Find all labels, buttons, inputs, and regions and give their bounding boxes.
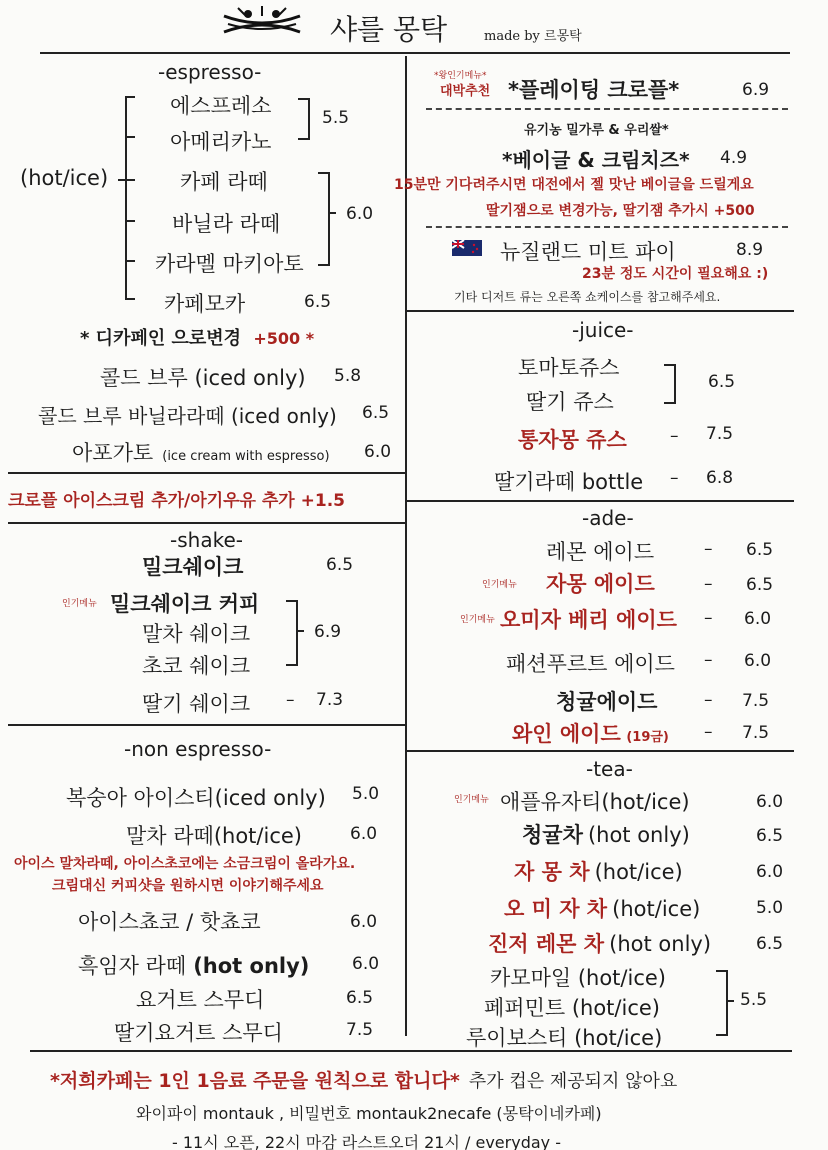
popular-badge: 인기메뉴 [460,615,495,625]
menu-item-matcha-shake: 말차 쉐이크 [142,622,251,646]
menu-item-peach-tea: 복숭아 아이스티(iced only) [66,786,326,810]
price-shake-group: 6.9 [314,622,342,642]
dash: – [670,468,679,488]
wifi-info: 와이파이 montauk , 비밀번호 montauk2necafe (몽탁이네카페) [136,1104,602,1123]
menu-item-matcha-latte: 말차 라떼(hot/ice) [126,824,302,848]
menu-item-lemon-ade: 레몬 에이드 [546,540,655,564]
price-bracket [286,600,298,666]
menu-item-tomato-juice: 토마토쥬스 [518,356,620,380]
price-yogurt: 6.5 [346,988,374,1008]
menu-item-choco: 아이스쵸코 / 핫쵸코 [78,910,261,934]
shake-heading: -shake- [170,528,243,552]
price-tangerine-ade: 7.5 [742,691,770,711]
price-strawberry-shake: 7.3 [316,690,344,710]
ade-heading: -ade- [582,506,634,530]
matcha-note-1: 아이스 말차라떼, 아이스초코에는 소금크림이 올라가요. [14,856,356,872]
menu-item-ginger-lemon-tea: 진저 레몬 차 (hot only) [488,932,712,956]
espresso-bracket [125,96,135,300]
popular-badge: 인기메뉴 [482,580,517,590]
popular-badge: 인기메뉴 [454,795,489,805]
price-group1: 5.5 [322,108,350,128]
policy-note: *저희카페는 1인 1음료 주문을 원칙으로 합니다* 추가 컵은 제공되지 않아요 [50,1070,678,1092]
price-passion-ade: 6.0 [744,651,772,671]
menu-item-vanilla-latte: 바닐라 라떼 [172,212,281,236]
price-mocha: 6.5 [304,292,332,312]
plating-recommend: 대박추천 [440,84,491,99]
temp-note: (hot/ice) [594,860,683,884]
menu-item-passion-ade: 패션푸르트 에이드 [506,652,675,676]
section-divider [8,472,406,474]
menu-item-chamomile: 카모마일 (hot/ice) [490,966,666,990]
menu-item-strawberry-bottle: 딸기라떼 bottle [494,470,644,494]
dash: – [286,690,295,710]
affogato-note: (ice cream with espresso) [162,449,330,464]
menu-item-cafe-latte: 카페 라떼 [180,170,268,194]
decaf-price: +500 * [253,329,315,348]
hot-only-note: (hot only) [609,932,712,956]
menu-item-grapefruit-tea: 자 몽 차 (hot/ice) [514,860,683,884]
dashed-divider [426,108,788,110]
price-bracket [318,172,330,266]
menu-item-yogurt: 요거트 스무디 [136,988,265,1012]
price-milkshake: 6.5 [326,555,354,575]
price-matcha-latte: 6.0 [350,824,378,844]
dash: – [704,574,713,594]
dash: – [704,650,713,670]
section-divider [406,500,794,502]
price-plating-croffle: 6.9 [742,80,770,100]
section-divider [406,750,794,752]
hot-only-note: (hot only) [193,954,310,978]
price-group2: 6.0 [346,204,374,224]
price-affogato: 6.0 [364,442,392,462]
price-choco: 6.0 [350,912,378,932]
price-grapefruit-juice: 7.5 [706,424,734,444]
menu-item-wine-ade: 와인 에이드 (19금) [512,722,669,746]
dash: – [670,426,679,446]
menu-item-americano: 아메리카노 [170,130,272,154]
menu-item-strawberry-shake: 딸기 쉐이크 [142,692,251,716]
dash: – [704,539,713,559]
footer-divider [30,1050,792,1052]
bagel-note: 15분만 기다려주시면 대전에서 젤 맛난 베이글을 드릴게요 [394,177,754,193]
meat-pie-note: 23분 정도 시간이 필요해요 :) [582,266,769,282]
menu-item-meat-pie: 뉴질랜드 미트 파이 [500,240,676,264]
dash: – [704,608,713,628]
price-lemon-ade: 6.5 [746,540,774,560]
croffle-addon: 크로플 아이스크림 추가/아기우유 추가 +1.5 [8,491,345,511]
dash: – [704,722,713,742]
menu-item-caramel-macchiato: 카라멜 마키아토 [155,252,304,276]
page-title: 샤를 몽탁 [330,13,448,46]
menu-item-cold-brew: 콜드 브루 (iced only) [100,366,306,390]
menu-item-omija-tea: 오 미 자 차 (hot/ice) [504,897,701,921]
menu-item-apple-yuzu: 애플유자티(hot/ice) [500,790,690,814]
price-ginger-lemon-tea: 6.5 [756,934,784,954]
menu-item-tangerine-tea: 청귤차 (hot only) [522,823,690,847]
showcase-note: 기타 디저트 류는 오른쪽 쇼케이스를 참고해주세요. [454,290,721,304]
section-divider [406,310,794,312]
price-bagel: 4.9 [720,148,748,168]
menu-item-grapefruit-juice: 통자몽 쥬스 [518,428,627,452]
made-by-label: made by 르몽탁 [484,29,582,44]
bagel-jam-note: 딸기잼으로 변경가능, 딸기잼 추가시 +500 [486,203,755,219]
menu-item-choco-shake: 초코 쉐이크 [142,654,251,678]
menu-item-affogato: 아포가토 (ice cream with espresso) [72,441,330,465]
non-espresso-heading: -non espresso- [124,737,272,761]
menu-item-rooibos: 루이보스티 (hot/ice) [466,1026,663,1050]
price-omija-ade: 6.0 [744,609,772,629]
header-divider [40,52,790,54]
matcha-note-2: 크림대신 커피샷을 원하시면 이야기해주세요 [52,878,324,894]
menu-item-espresso: 에스프레소 [170,94,272,118]
menu-item-cafe-mocha: 카페모카 [164,292,246,316]
age-note: (19금) [626,730,669,745]
menu-item-milkshake: 밀크쉐이크 [142,555,244,579]
menu-item-strawberry-yogurt: 딸기요거트 스무디 [114,1021,283,1045]
temp-note: (hot/ice) [612,897,701,921]
menu-item-strawberry-juice: 딸기 쥬스 [526,390,614,414]
price-grapefruit-ade: 6.5 [746,575,774,595]
menu-item-peppermint: 페퍼민트 (hot/ice) [484,996,660,1020]
logo-icon [220,4,304,44]
menu-item-grapefruit-ade: 자몽 에이드 [546,572,655,596]
dash: – [704,690,713,710]
tea-heading: -tea- [586,757,633,781]
price-tangerine-tea: 6.5 [756,826,784,846]
espresso-heading: -espresso- [158,60,262,84]
price-meat-pie: 8.9 [736,240,764,260]
price-omija-tea: 5.0 [756,898,784,918]
juice-heading: -juice- [572,318,634,342]
price-bracket [664,364,676,404]
price-apple-yuzu: 6.0 [756,792,784,812]
price-grapefruit-tea: 6.0 [756,862,784,882]
menu-item-coffee-shake: 밀크쉐이크 커피 [110,592,260,616]
menu-item-plating-croffle: *플레이팅 크로플* [508,78,680,102]
temp-label: (hot/ice) [20,166,109,190]
menu-item-cold-brew-vanilla: 콜드 브루 바닐라라떼 (iced only) [38,404,337,428]
section-divider [8,522,406,524]
price-bracket [298,98,310,140]
menu-item-tangerine-ade: 청귤에이드 [556,690,658,714]
opening-hours: - 11시 오픈, 22시 마감 라스트오더 21시 / everyday - [172,1133,561,1150]
price-peach-tea: 5.0 [352,784,380,804]
popular-badge: 인기메뉴 [62,599,97,609]
menu-item-black-sesame: 흑임자 라떼 (hot only) [78,954,310,978]
price-cold-brew: 5.8 [334,366,362,386]
price-strawberry-yogurt: 7.5 [346,1020,374,1040]
column-divider [405,56,407,1036]
price-black-sesame: 6.0 [352,954,380,974]
section-divider [8,724,406,726]
decaf-note [80,324,314,350]
hot-only-note: (hot only) [587,823,690,847]
price-strawberry-bottle: 6.8 [706,468,734,488]
menu-item-bagel: *베이글 & 크림치즈* [502,148,690,172]
cup-note: 추가 컵은 제공되지 않아요 [468,1071,678,1092]
price-tea-group: 5.5 [740,990,768,1010]
dashed-divider [426,226,788,228]
organic-note: 유기농 밀가루 & 우리쌀* [524,123,669,138]
price-wine-ade: 7.5 [742,723,770,743]
decaf-text: * 디카페인 으로변경 [80,328,242,349]
price-juice-group: 6.5 [708,372,736,392]
menu-item-omija-ade: 오미자 베리 에이드 [500,608,677,632]
nz-flag-icon [452,240,482,256]
plating-tag: *왕인기메뉴* [434,71,487,81]
price-bracket [716,970,728,1036]
price-cold-brew-vanilla: 6.5 [362,403,390,423]
